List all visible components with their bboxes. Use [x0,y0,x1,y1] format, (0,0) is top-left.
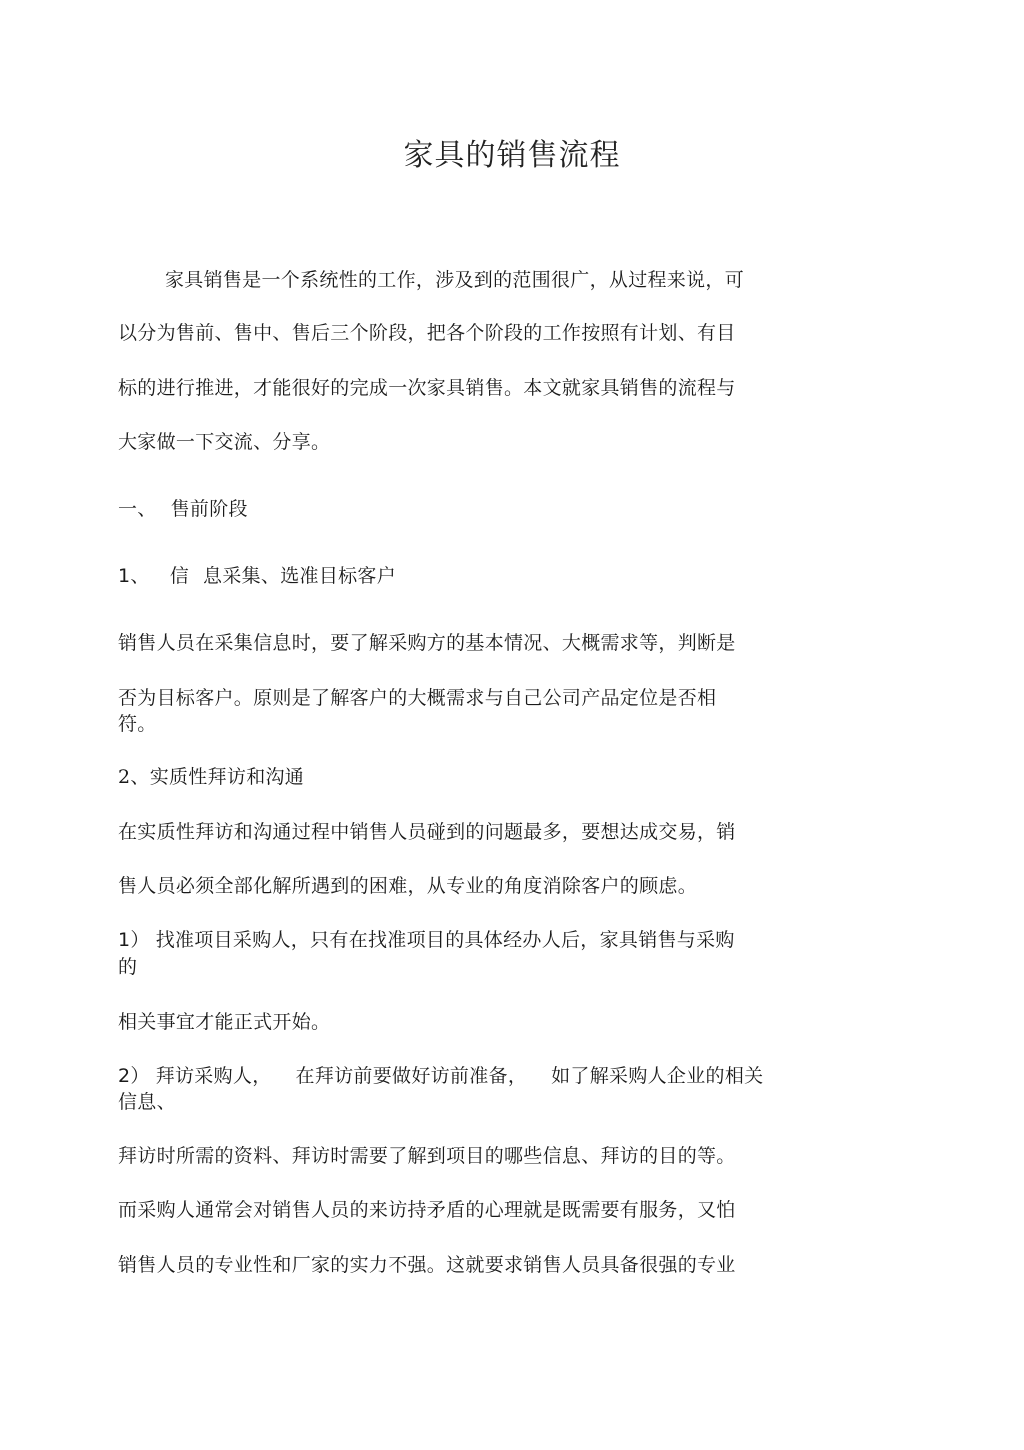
sub-2-line-1 [118,1064,763,1088]
sub-1-number: 1） [118,929,150,951]
item-2-body-line-1: 在实质性拜访和沟通过程中销售人员碰到的问题最多，要想达成交易，销 [118,821,736,843]
sub-2-part-b: 在拜访前要做好访前准备， [295,1065,528,1087]
intro-line-2: 以分为售前、售中、售后三个阶段，把各个阶段的工作按照有计划、有目 [118,322,736,344]
item-1-body-line-3: 符。 [118,713,157,735]
section-number: 一、 [118,498,157,520]
intro-line-4: 大家做一下交流、分享。 [118,431,331,453]
sub-2-line-2: 信息、 [118,1091,176,1113]
item-2-heading: 2、实质性拜访和沟通 [118,766,305,788]
section-title: 售前阶段 [170,498,248,520]
item-1-body-line-1: 销售人员在采集信息时，要了解采购方的基本情况、大概需求等，判断是 [118,632,736,654]
section-heading [118,497,248,521]
item-1-heading-b: 息采集、选准目标客户 [203,565,397,587]
item-1-heading-a: 信 [169,565,190,587]
sub-2-part-c: 如了解采购人企业的相关 [551,1065,764,1087]
sub-2-part-a: 拜访采购人， [155,1065,272,1087]
sub-2-body-line-2: 而采购人通常会对销售人员的来访持矛盾的心理就是既需要有服务，又怕 [118,1199,736,1221]
document-title: 家具的销售流程 [403,138,621,173]
intro-line-1: 家具销售是一个系统性的工作，涉及到的范围很广，从过程来说，可 [165,269,745,291]
sub-2-body-line-1: 拜访时所需的资料、拜访时需要了解到项目的哪些信息、拜访的目的等。 [118,1145,736,1167]
intro-line-3: 标的进行推进，才能很好的完成一次家具销售。本文就家具销售的流程与 [118,377,736,399]
sub-1-line-3: 相关事宜才能正式开始。 [118,1011,331,1033]
item-1-number: 1、 [118,565,150,587]
sub-1-line-1 [118,928,735,952]
sub-2-body-line-3: 销售人员的专业性和厂家的实力不强。这就要求销售人员具备很强的专业 [118,1254,736,1276]
sub-2-number: 2） [118,1065,150,1087]
item-2-body-line-2: 售人员必须全部化解所遇到的困难，从专业的角度消除客户的顾虑。 [118,875,698,897]
item-1-body-line-2: 否为目标客户。原则是了解客户的大概需求与自己公司产品定位是否相 [118,687,717,709]
sub-1-line-2: 的 [118,956,138,978]
sub-1-text: 找准项目采购人，只有在找准项目的具体经办人后，家具销售与采购 [155,929,735,951]
item-1-heading [118,564,396,588]
